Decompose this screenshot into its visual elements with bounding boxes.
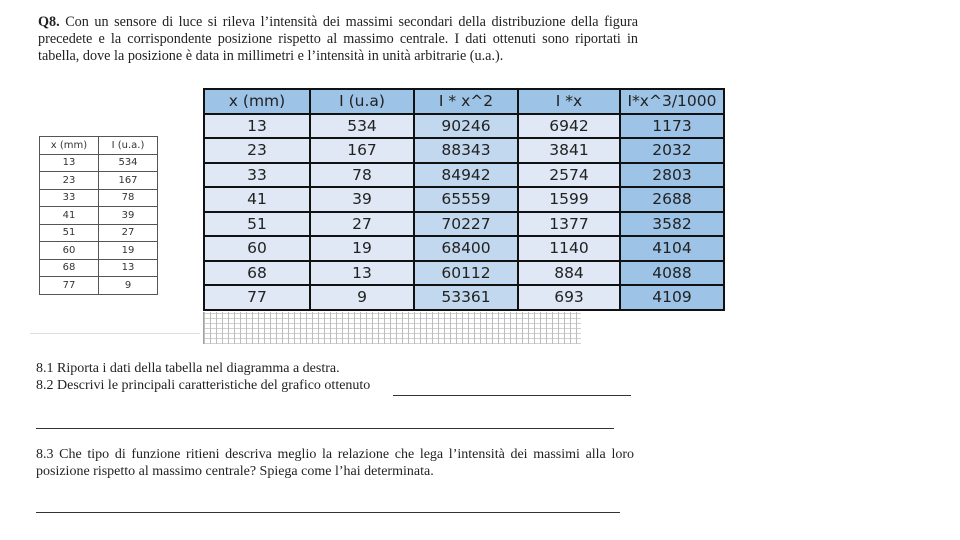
table-cell: 13 bbox=[40, 154, 99, 172]
table-cell: 9 bbox=[99, 277, 158, 295]
table-cell: 3582 bbox=[620, 212, 724, 237]
column-header: x (mm) bbox=[40, 137, 99, 155]
table-header-row bbox=[204, 89, 724, 114]
table-cell: 33 bbox=[204, 163, 310, 188]
table-cell: 534 bbox=[99, 154, 158, 172]
computed-data-table bbox=[203, 88, 725, 311]
table-header-row bbox=[40, 137, 158, 155]
table-cell: 23 bbox=[204, 138, 310, 163]
table-cell: 60 bbox=[40, 242, 99, 260]
column-header: I *x bbox=[518, 89, 620, 114]
table-cell: 2688 bbox=[620, 187, 724, 212]
table-cell: 1599 bbox=[518, 187, 620, 212]
table-cell: 2574 bbox=[518, 163, 620, 188]
table-cell: 68400 bbox=[414, 236, 518, 261]
table-cell: 2032 bbox=[620, 138, 724, 163]
table-cell: 88343 bbox=[414, 138, 518, 163]
table-cell: 884 bbox=[518, 261, 620, 286]
table-cell: 27 bbox=[310, 212, 414, 237]
table-row bbox=[40, 172, 158, 190]
table-cell: 4104 bbox=[620, 236, 724, 261]
question-label: Q8. bbox=[38, 14, 60, 30]
table-cell: 53361 bbox=[414, 285, 518, 310]
sub-question-8-3: 8.3 Che tipo di funzione ritieni descriva meglio la relazione che lega l’intensità dei massimi alla loro posizione rispetto al massimo centrale? Spiega come l’hai determinata. bbox=[36, 447, 634, 479]
table-cell: 23 bbox=[40, 172, 99, 190]
table-cell: 13 bbox=[204, 114, 310, 139]
table-cell: 693 bbox=[518, 285, 620, 310]
table-cell: 51 bbox=[40, 224, 99, 242]
table-cell: 19 bbox=[310, 236, 414, 261]
table-cell: 78 bbox=[310, 163, 414, 188]
table-cell: 60 bbox=[204, 236, 310, 261]
table-cell: 39 bbox=[310, 187, 414, 212]
table-row bbox=[40, 277, 158, 295]
table-row bbox=[40, 224, 158, 242]
table-cell: 68 bbox=[204, 261, 310, 286]
table-row bbox=[204, 212, 724, 237]
table-row bbox=[40, 259, 158, 277]
table-row bbox=[204, 114, 724, 139]
table-cell: 167 bbox=[310, 138, 414, 163]
table-cell: 13 bbox=[99, 259, 158, 277]
question-q8 bbox=[38, 14, 638, 65]
table-cell: 60112 bbox=[414, 261, 518, 286]
table-cell: 39 bbox=[99, 207, 158, 225]
table-cell: 65559 bbox=[414, 187, 518, 212]
table-row bbox=[204, 163, 724, 188]
table-cell: 4109 bbox=[620, 285, 724, 310]
table-cell: 70227 bbox=[414, 212, 518, 237]
column-header: I*x^3/1000 bbox=[620, 89, 724, 114]
sub-question-8-2: 8.2 Descrivi le principali caratteristiche del grafico ottenuto bbox=[36, 378, 371, 393]
table-row bbox=[204, 261, 724, 286]
table-cell: 19 bbox=[99, 242, 158, 260]
column-header: I * x^2 bbox=[414, 89, 518, 114]
table-cell: 3841 bbox=[518, 138, 620, 163]
table-cell: 77 bbox=[40, 277, 99, 295]
table-cell: 167 bbox=[99, 172, 158, 190]
table-cell: 41 bbox=[204, 187, 310, 212]
table-row bbox=[40, 154, 158, 172]
table-cell: 33 bbox=[40, 189, 99, 207]
table-cell: 27 bbox=[99, 224, 158, 242]
sub-question-8-1: 8.1 Riporta i dati della tabella nel diagramma a destra. bbox=[36, 361, 340, 376]
table-row bbox=[204, 236, 724, 261]
answer-line-8-3[interactable] bbox=[36, 512, 620, 513]
scan-divider bbox=[30, 333, 200, 334]
table-cell: 78 bbox=[99, 189, 158, 207]
column-header: I (u.a) bbox=[310, 89, 414, 114]
column-header: x (mm) bbox=[204, 89, 310, 114]
column-header: I (u.a.) bbox=[99, 137, 158, 155]
table-row bbox=[40, 189, 158, 207]
table-cell: 68 bbox=[40, 259, 99, 277]
scanned-data-table bbox=[39, 136, 158, 295]
table-row bbox=[204, 187, 724, 212]
answer-line-8-2b[interactable] bbox=[36, 428, 614, 429]
table-cell: 1377 bbox=[518, 212, 620, 237]
table-row bbox=[40, 242, 158, 260]
graph-paper-strip bbox=[203, 312, 581, 344]
table-row bbox=[40, 207, 158, 225]
table-cell: 6942 bbox=[518, 114, 620, 139]
table-cell: 1140 bbox=[518, 236, 620, 261]
table-cell: 77 bbox=[204, 285, 310, 310]
table-cell: 534 bbox=[310, 114, 414, 139]
question-text: Con un sensore di luce si rileva l’intensità dei massimi secondari della distribuzione della figura precedete e la corrispondente posizione rispetto al massimo centrale. I dati ottenuti sono riportati in tabella, dove la posizione è data in millimetri e l’intensità in unità arbitrarie (u.a.). bbox=[38, 14, 638, 64]
table-row bbox=[204, 285, 724, 310]
table-cell: 13 bbox=[310, 261, 414, 286]
answer-line-8-2a[interactable] bbox=[393, 395, 631, 396]
table-cell: 41 bbox=[40, 207, 99, 225]
table-cell: 4088 bbox=[620, 261, 724, 286]
table-cell: 51 bbox=[204, 212, 310, 237]
table-cell: 1173 bbox=[620, 114, 724, 139]
table-cell: 2803 bbox=[620, 163, 724, 188]
table-cell: 84942 bbox=[414, 163, 518, 188]
table-cell: 9 bbox=[310, 285, 414, 310]
table-row bbox=[204, 138, 724, 163]
table-cell: 90246 bbox=[414, 114, 518, 139]
